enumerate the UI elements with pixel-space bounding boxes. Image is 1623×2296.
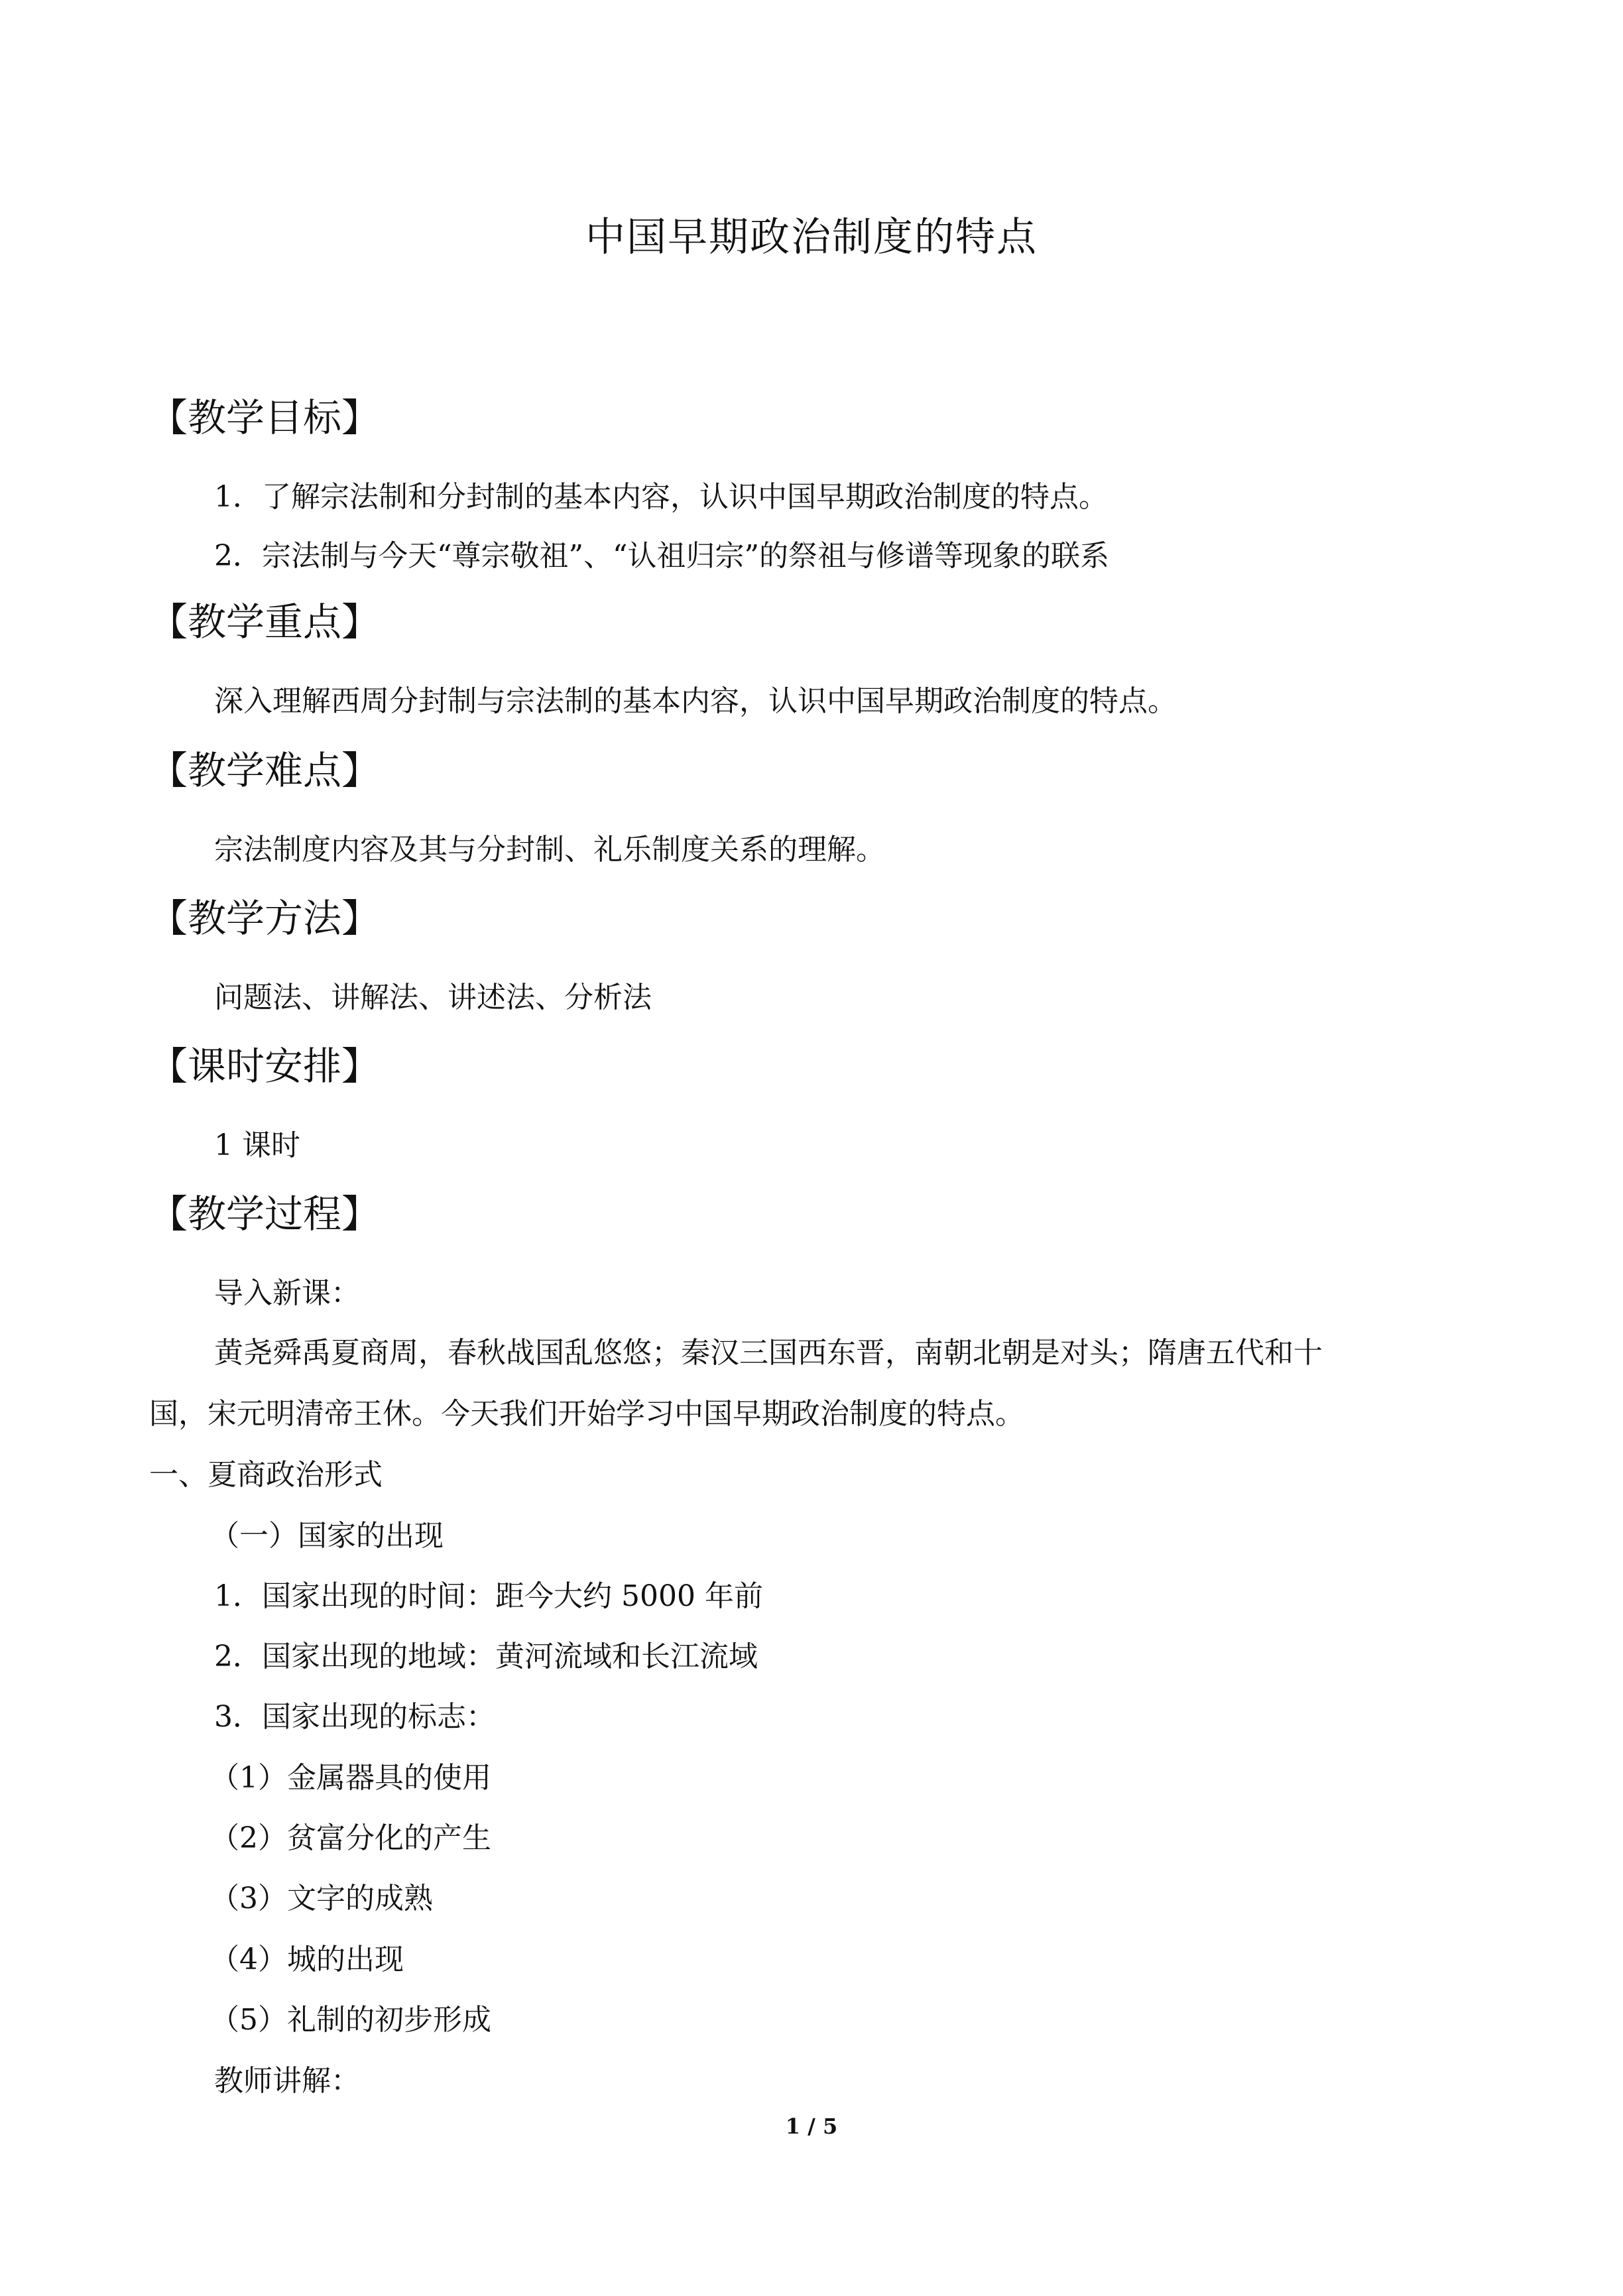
key-points-text: 深入理解西周分封制与宗法制的基本内容，认识中国早期政治制度的特点。: [214, 684, 1177, 718]
part1-title: 一、夏商政治形式: [149, 1458, 383, 1492]
heading-process: 【教学过程】: [149, 1191, 381, 1237]
schedule-text: 1 课时: [214, 1128, 300, 1162]
part1-subtitle: （一）国家的出现: [210, 1519, 444, 1553]
sign-item-5: （5）礼制的初步形成: [210, 2003, 491, 2037]
objective-item-1: 1．了解宗法制和分封制的基本内容，认识中国早期政治制度的特点。: [214, 480, 1108, 514]
heading-difficulties: 【教学难点】: [149, 748, 381, 793]
objective-item-2: 2．宗法制与今天“尊宗敬祖”、“认祖归宗”的祭祖与修谱等现象的联系: [214, 539, 1109, 573]
point-item-3: 3．国家出现的标志：: [214, 1700, 495, 1734]
heading-schedule: 【课时安排】: [149, 1044, 381, 1089]
heading-objectives: 【教学目标】: [149, 395, 381, 440]
sign-item-2: （2）贫富分化的产生: [210, 1821, 491, 1855]
intro-text-line-2: 国，宋元明清帝王休。今天我们开始学习中国早期政治制度的特点。: [149, 1397, 1024, 1431]
heading-methods: 【教学方法】: [149, 896, 381, 941]
intro-text-line-1: 黄尧舜禹夏商周，春秋战国乱悠悠；秦汉三国西东晋，南朝北朝是对头；隋唐五代和十: [214, 1336, 1323, 1370]
heading-key-points: 【教学重点】: [149, 599, 381, 644]
document-title: 中国早期政治制度的特点: [585, 214, 1038, 261]
point-item-2: 2．国家出现的地域：黄河流域和长江流域: [214, 1640, 758, 1673]
intro-label: 导入新课：: [214, 1276, 360, 1310]
page-number: 1 / 5: [785, 2114, 838, 2139]
sign-item-1: （1）金属器具的使用: [210, 1761, 491, 1795]
difficulties-text: 宗法制度内容及其与分封制、礼乐制度关系的理解。: [214, 833, 885, 867]
teacher-label: 教师讲解：: [214, 2064, 360, 2098]
sign-item-3: （3）文字的成熟: [210, 1882, 433, 1915]
sign-item-4: （4）城的出现: [210, 1943, 404, 1976]
point-item-1: 1．国家出现的时间：距今大约 5000 年前: [214, 1579, 763, 1613]
methods-text: 问题法、讲解法、讲述法、分析法: [214, 981, 652, 1014]
